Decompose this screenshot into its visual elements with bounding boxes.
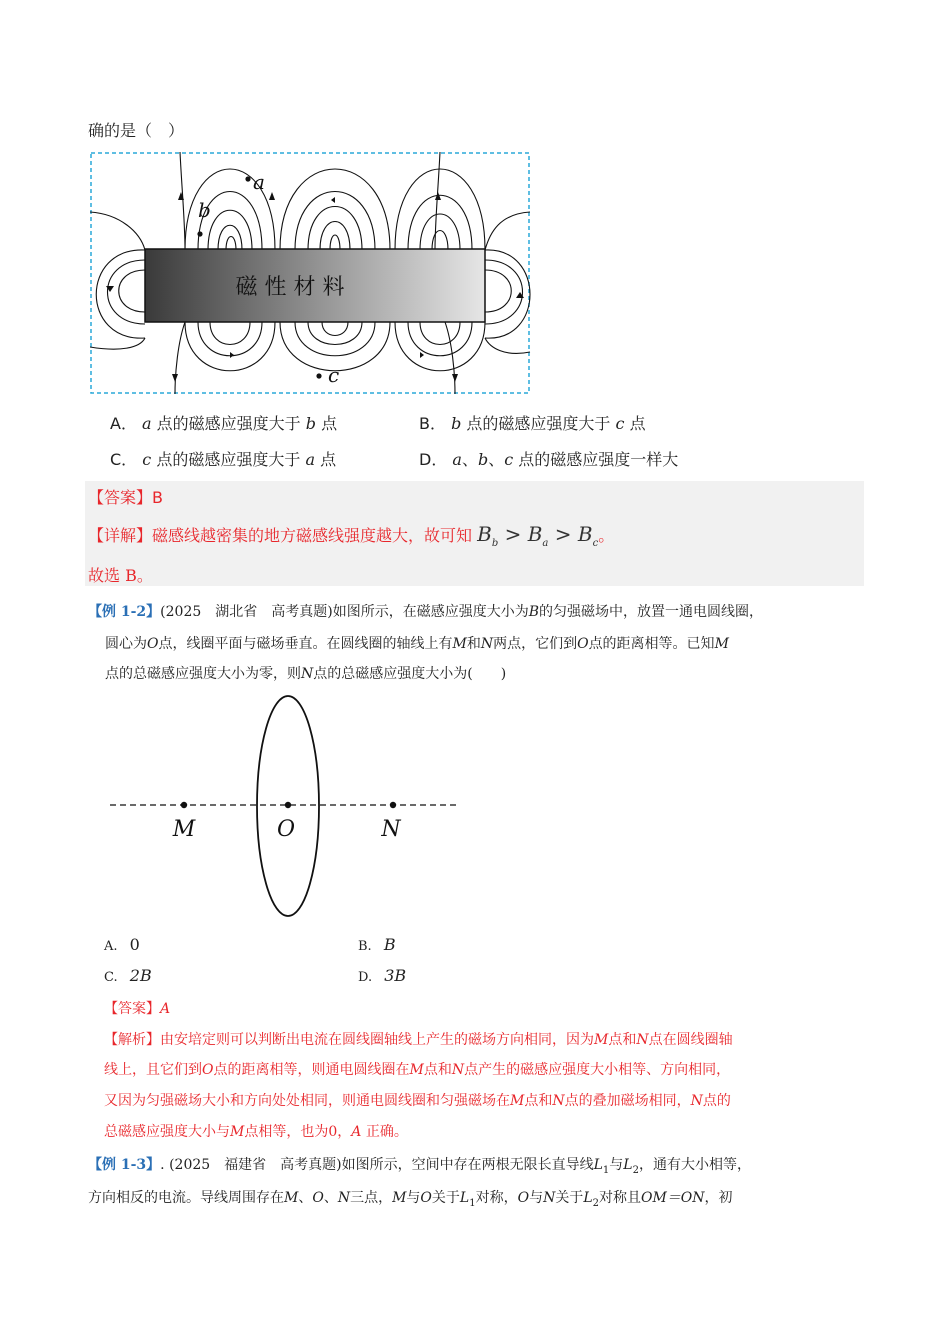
point-m-label: M bbox=[172, 817, 196, 842]
q1-conclusion: 故选 B。 bbox=[88, 566, 153, 585]
q2-analysis-line2: 线上，且它们到O点的距离相等，则通电圆线圈在M点和N点产生的磁感应强度大小相等、方向相同， bbox=[104, 1062, 731, 1078]
q2-analysis-line1: 【解析】由安培定则可以判断出电流在圆线圈轴线上产生的磁场方向相同，因为M点和N点在圆线圈轴 bbox=[104, 1032, 733, 1048]
point-o-dot bbox=[285, 802, 291, 808]
q2-line2: 圆心为O点，线圈平面与磁场垂直。在圆线圈的轴线上有M和N两点，它们到O点的距离相等。已知M bbox=[105, 636, 729, 652]
point-a-dot bbox=[245, 176, 250, 181]
magnetic-material-figure bbox=[90, 152, 532, 396]
q1-answer: 【答案】B bbox=[88, 488, 163, 507]
q2-option-a[interactable]: A. 0 bbox=[104, 935, 140, 954]
point-m-dot bbox=[181, 802, 187, 808]
point-a-label: a bbox=[253, 170, 265, 194]
q1-stem-tail: 确的是（ ） bbox=[88, 121, 185, 140]
q2-line1: 【例 1-2】(2025 湖北省 高考真题)如图所示，在磁感应强度大小为B的匀强磁场中，放置一通电圆线圈， bbox=[88, 604, 764, 620]
q1-option-d[interactable]: D． a、b、c 点的磁感应强度一样大 bbox=[419, 450, 679, 469]
coil-axis-figure bbox=[105, 694, 465, 920]
point-c-dot bbox=[316, 373, 321, 378]
detail-formula: $B_b > B_a > B_c$ bbox=[477, 522, 599, 549]
magnetic-material-label: 磁 性 材 料 bbox=[235, 275, 345, 300]
q2-option-d[interactable]: D. 3B bbox=[358, 966, 407, 985]
q1-detail: 【详解】磁感线越密集的地方磁感线强度越大，故可知 $B_b > B_a > B_c$。 bbox=[88, 522, 615, 549]
q1-option-a[interactable]: A． a 点的磁感应强度大于 b 点 bbox=[110, 414, 338, 433]
point-n-dot bbox=[390, 802, 396, 808]
q2-analysis-line3: 又因为匀强磁场大小和方向处处相同，则通电圆线圈和匀强磁场在M点和N点的叠加磁场相同，N点的 bbox=[104, 1093, 731, 1109]
point-c-label: c bbox=[328, 363, 340, 387]
q1-option-b[interactable]: B． b 点的磁感应强度大于 c 点 bbox=[419, 414, 646, 433]
q2-answer: 【答案】A bbox=[104, 1001, 171, 1017]
q1-option-c[interactable]: C． c 点的磁感应强度大于 a 点 bbox=[110, 450, 337, 469]
point-o-label: O bbox=[276, 817, 296, 842]
q3-line1: 【例 1-3】. (2025 福建省 高考真题)如图所示，空间中存在两根无限长直导线$L_1$与$L_2$，通有大小相等， bbox=[88, 1157, 751, 1176]
point-b-dot bbox=[197, 231, 202, 236]
q2-option-c[interactable]: C. 2B bbox=[104, 966, 152, 985]
q3-line2: 方向相反的电流。导线周围存在M、O、N三点，M与O关于$L_1$对称，O与N关于$L_2$对称且OM＝ON，初 bbox=[88, 1190, 733, 1209]
point-n-label: N bbox=[381, 817, 401, 842]
q2-line3: 点的总磁感应强度大小为零，则N点的总磁感应强度大小为( ) bbox=[105, 666, 507, 682]
point-b-label: b bbox=[198, 198, 211, 222]
q2-analysis-line4: 总磁感应强度大小与M点相等，也为0，A 正确。 bbox=[104, 1124, 408, 1140]
q2-option-b[interactable]: B. B bbox=[358, 935, 396, 954]
